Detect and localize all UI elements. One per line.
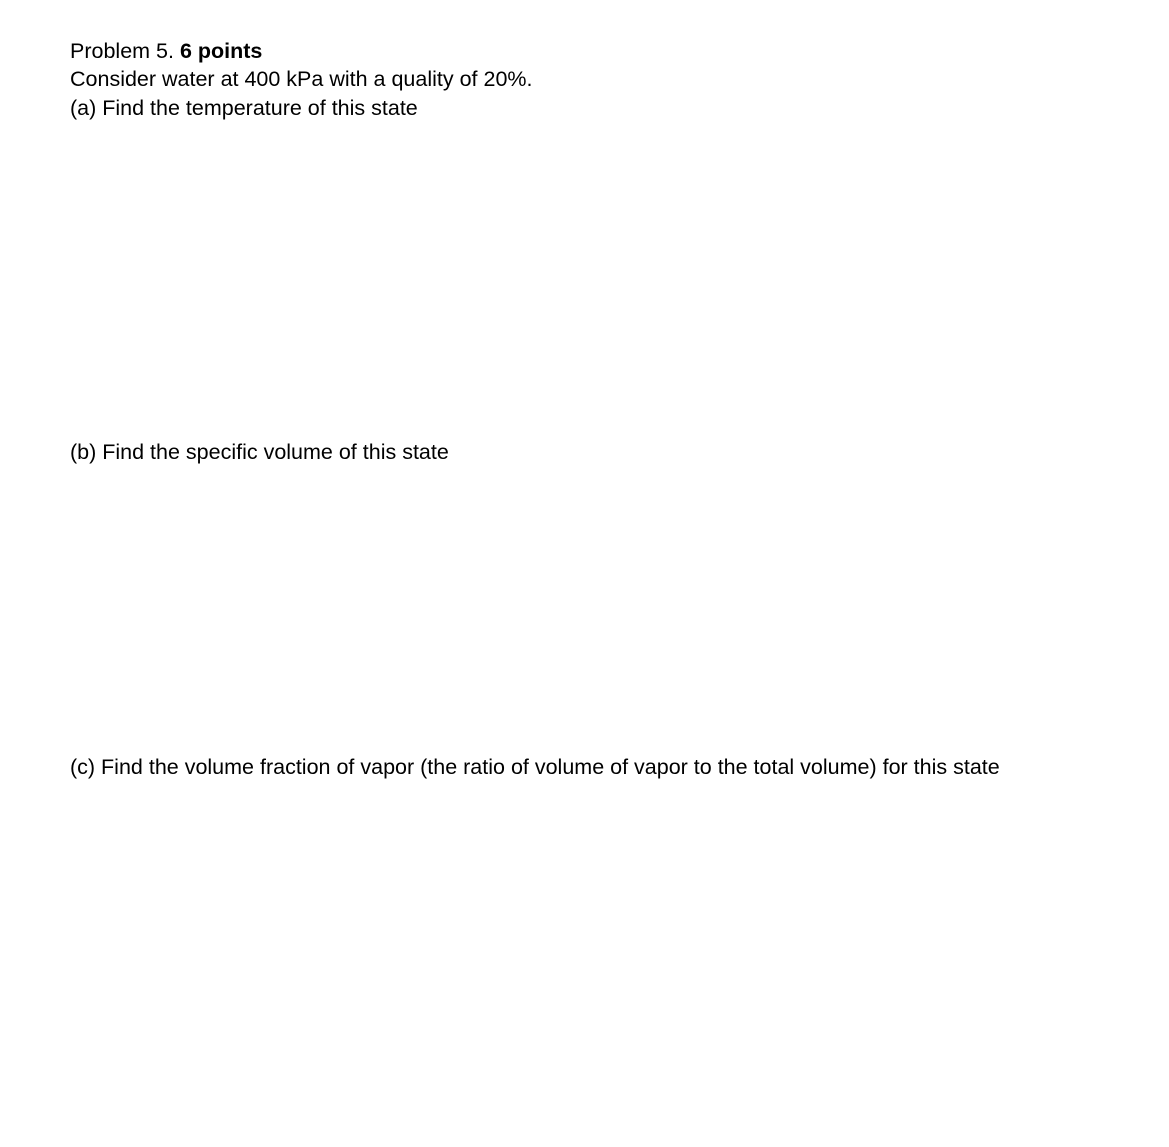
part-c-question: (c) Find the volume fraction of vapor (the ratio of volume of vapor to the total volume) for this state <box>70 755 1000 779</box>
part-b-question: (b) Find the specific volume of this state <box>70 440 449 464</box>
part-a-question: (a) Find the temperature of this state <box>70 96 418 120</box>
problem-label: Problem 5. <box>70 39 174 63</box>
problem-heading <box>70 37 262 65</box>
problem-points: 6 points <box>179 39 263 63</box>
problem-statement: Consider water at 400 kPa with a quality of 20%. <box>70 67 533 91</box>
